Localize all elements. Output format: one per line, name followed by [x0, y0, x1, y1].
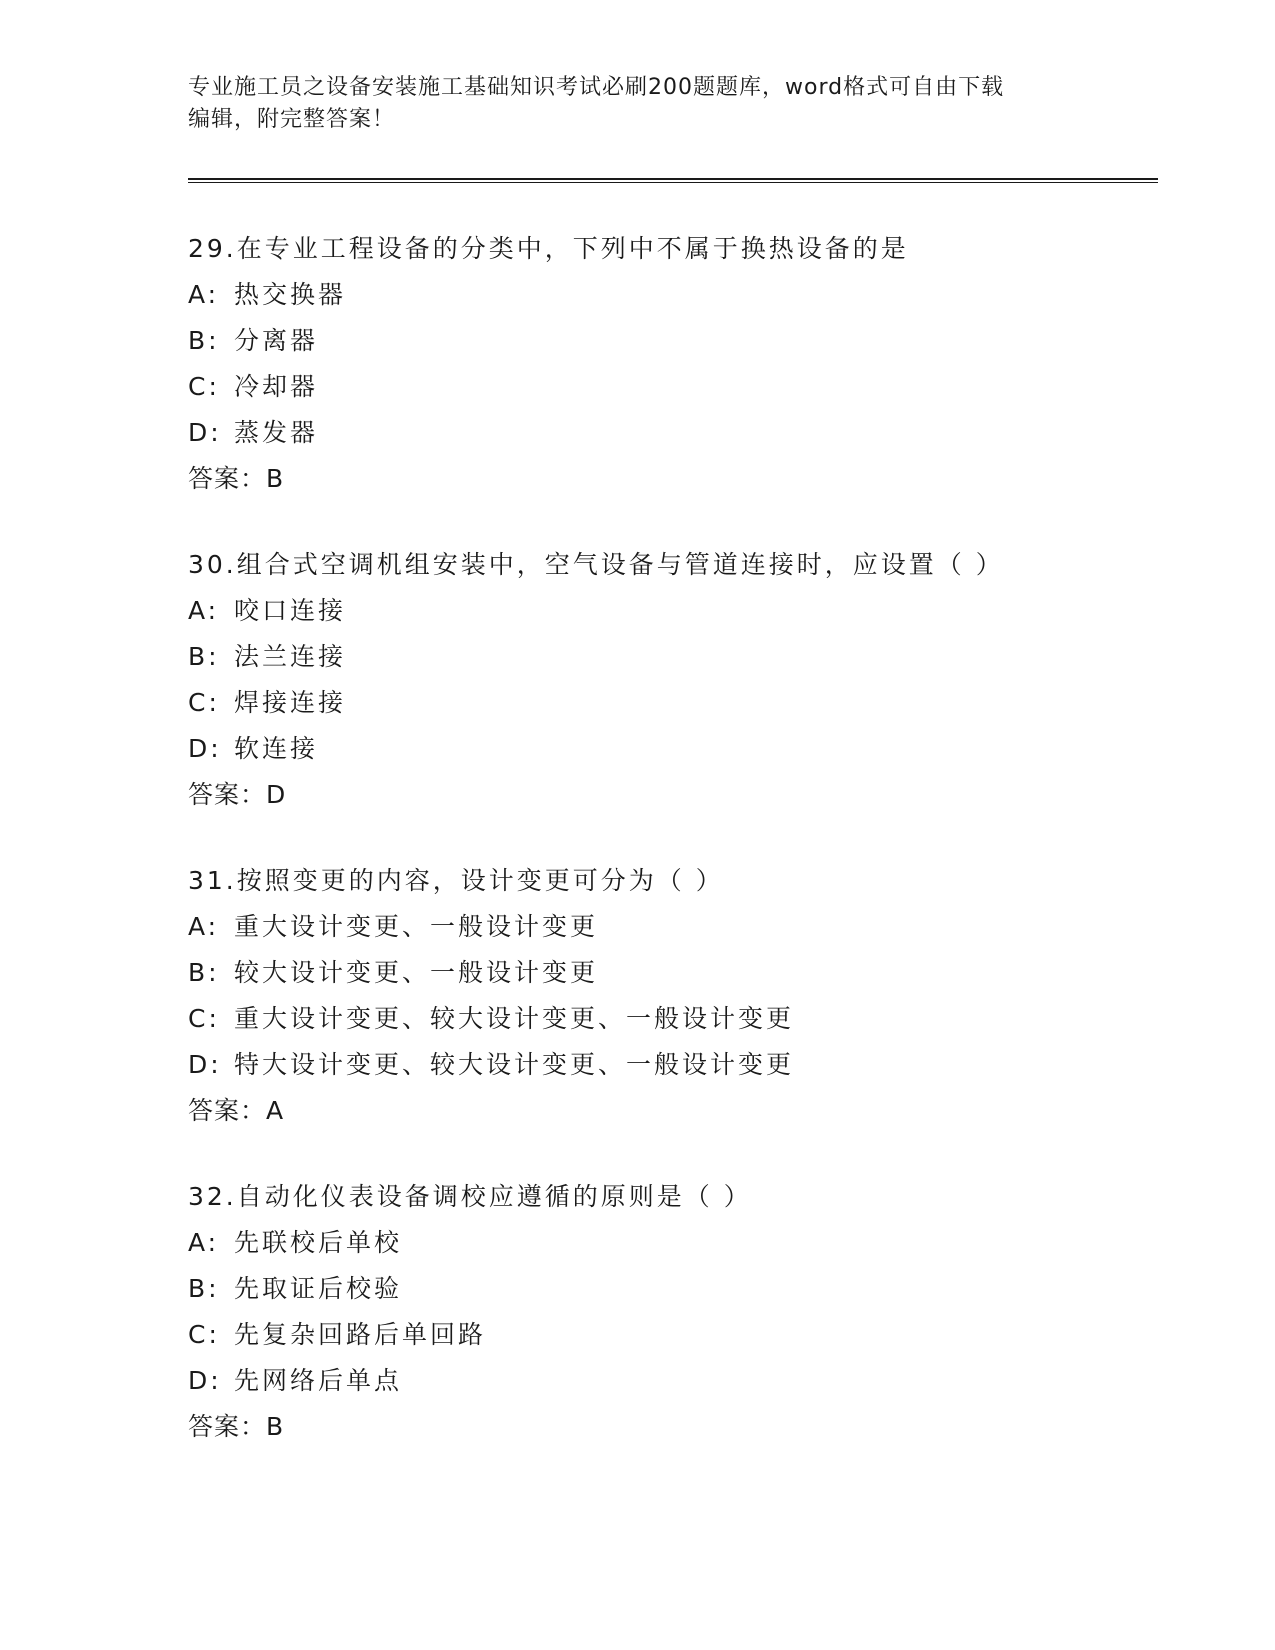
option-d [188, 410, 1188, 456]
option-letter: A: [188, 596, 220, 625]
option-text: 特大设计变更、较大设计变更、一般设计变更 [234, 1050, 795, 1079]
option-text: 先网络后单点 [234, 1366, 403, 1395]
option-text: 热交换器 [234, 280, 347, 309]
answer-value: A [266, 1096, 285, 1125]
answer-label: 答案： [188, 1096, 267, 1125]
header-line-1: 专业施工员之设备安装施工基础知识考试必刷200题题库，word格式可自由下载 [188, 75, 1005, 100]
option-c [188, 1312, 1188, 1358]
option-text: 分离器 [234, 326, 319, 355]
option-text: 先复杂回路后单回路 [234, 1320, 487, 1349]
option-letter: B: [188, 958, 220, 987]
option-text: 法兰连接 [234, 642, 347, 671]
option-c [188, 364, 1188, 410]
option-text: 冷却器 [234, 372, 319, 401]
answer-value: B [266, 1412, 285, 1441]
document-header [188, 72, 1068, 136]
answer-line [188, 1404, 1188, 1450]
option-a [188, 588, 1188, 634]
option-letter: C: [188, 1320, 220, 1349]
option-letter: B: [188, 326, 220, 355]
question-31 [188, 858, 1188, 1134]
option-a [188, 1220, 1188, 1266]
option-text: 咬口连接 [234, 596, 347, 625]
answer-value: B [266, 464, 285, 493]
header-divider [188, 178, 1158, 183]
question-32 [188, 1174, 1188, 1450]
question-stem: 31.按照变更的内容，设计变更可分为（ ） [188, 866, 724, 895]
option-a [188, 904, 1188, 950]
answer-label: 答案： [188, 780, 267, 809]
option-letter: C: [188, 1004, 220, 1033]
option-letter: D: [188, 734, 222, 763]
header-line-2: 编辑，附完整答案！ [188, 107, 396, 132]
question-30 [188, 542, 1188, 818]
option-a [188, 272, 1188, 318]
option-letter: D: [188, 1050, 222, 1079]
option-text: 较大设计变更、一般设计变更 [234, 958, 599, 987]
option-d [188, 726, 1188, 772]
option-letter: C: [188, 688, 220, 717]
option-letter: C: [188, 372, 220, 401]
option-c [188, 680, 1188, 726]
question-stem: 30.组合式空调机组安装中，空气设备与管道连接时，应设置（ ） [188, 550, 1004, 579]
option-d [188, 1358, 1188, 1404]
option-text: 先取证后校验 [234, 1274, 403, 1303]
option-text: 焊接连接 [234, 688, 347, 717]
option-letter: D: [188, 1366, 222, 1395]
option-text: 蒸发器 [234, 418, 319, 447]
option-text: 重大设计变更、较大设计变更、一般设计变更 [234, 1004, 795, 1033]
option-b [188, 950, 1188, 996]
question-stem: 32.自动化仪表设备调校应遵循的原则是（ ） [188, 1182, 752, 1211]
question-29 [188, 226, 1188, 502]
option-text: 重大设计变更、一般设计变更 [234, 912, 599, 941]
option-letter: D: [188, 418, 222, 447]
option-letter: A: [188, 1228, 220, 1257]
option-text: 先联校后单校 [234, 1228, 403, 1257]
answer-label: 答案： [188, 464, 267, 493]
option-d [188, 1042, 1188, 1088]
answer-line [188, 456, 1188, 502]
option-letter: A: [188, 280, 220, 309]
option-b [188, 634, 1188, 680]
answer-line [188, 772, 1188, 818]
answer-label: 答案： [188, 1412, 267, 1441]
option-letter: B: [188, 642, 220, 671]
question-stem: 29.在专业工程设备的分类中，下列中不属于换热设备的是 [188, 234, 909, 263]
option-letter: B: [188, 1274, 220, 1303]
option-c [188, 996, 1188, 1042]
option-b [188, 1266, 1188, 1312]
option-text: 软连接 [234, 734, 319, 763]
answer-value: D [266, 780, 287, 809]
answer-line [188, 1088, 1188, 1134]
option-letter: A: [188, 912, 220, 941]
option-b [188, 318, 1188, 364]
